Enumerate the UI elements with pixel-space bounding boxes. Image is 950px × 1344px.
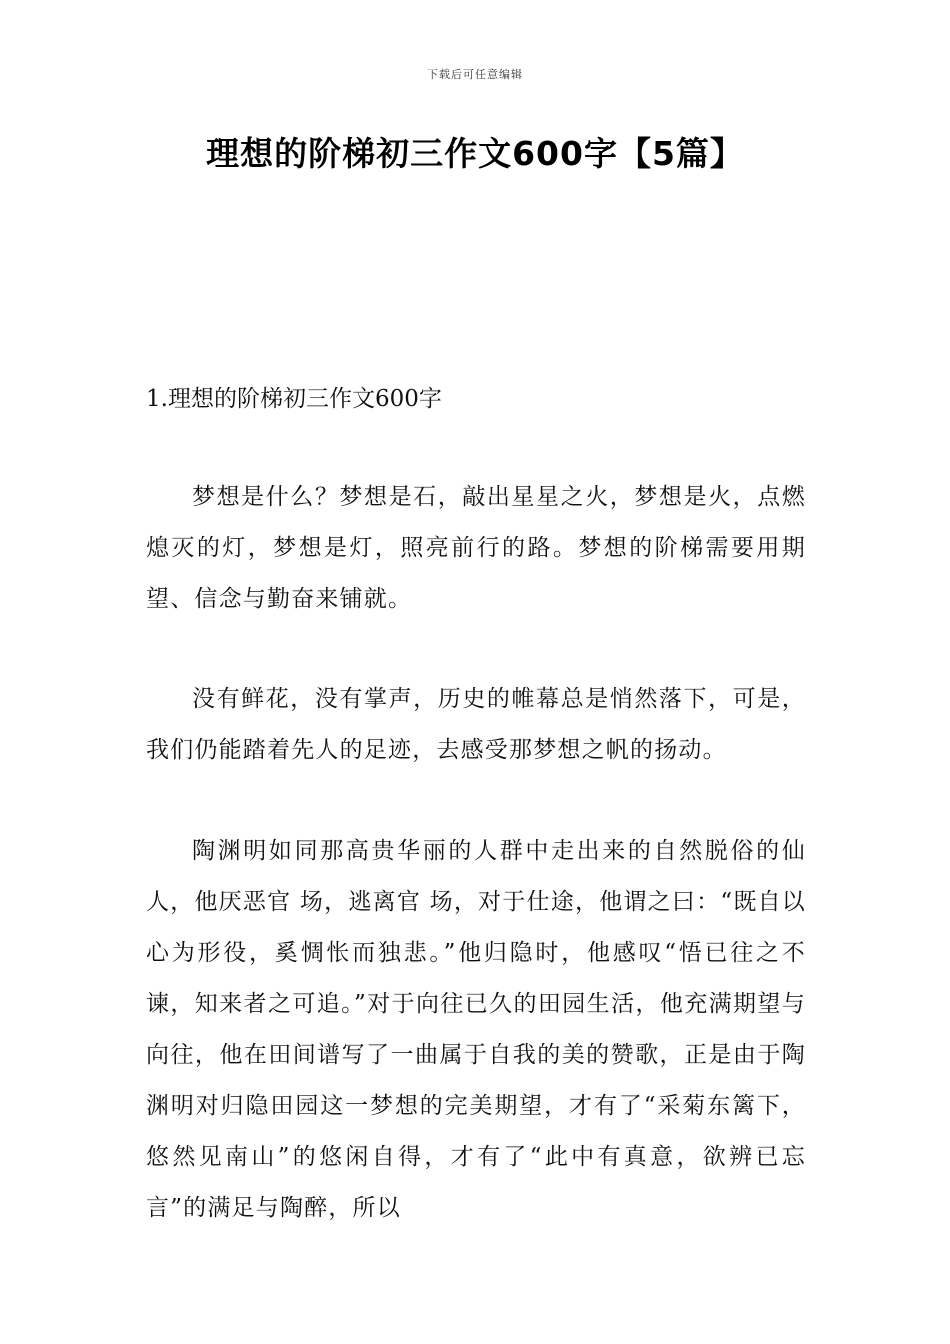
document-title: 理想的阶梯初三作文600字【5篇】	[206, 134, 744, 173]
section-heading: 1.理想的阶梯初三作文600字	[146, 386, 442, 412]
header-note: 下载后可任意编辑	[427, 68, 523, 81]
paragraph-1: 梦想是什么？梦想是石，敲出星星之火，梦想是火，点燃熄灭的灯，梦想是灯，照亮前行的路。梦想的阶梯需要用期望、信念与勤奋来铺就。	[146, 484, 806, 612]
paragraph-3: 陶渊明如同那高贵华丽的人群中走出来的自然脱俗的仙人，他厌恶官 场，逃离官 场，对于仕途，他谓之曰：“既自以心为形役，奚惆怅而独悲。”他归隐时，他感叹“悟已往之不谏，知来者之可追。”对于向往已久的田园生活，他充满期望与向往，他在田间谱写了一曲属于自我的美的赞歌，正是由于陶渊明对归隐田园这一梦想的完美期望，才有了“采菊东篱下，悠然见南山”的悠闲自得，才有了“此中有真意，欲辨已忘言”的满足与陶醉，所以	[146, 838, 806, 1221]
paragraph-2: 没有鲜花，没有掌声，历史的帷幕总是悄然落下，可是，我们仍能踏着先人的足迹，去感受那梦想之帆的扬动。	[146, 686, 806, 763]
